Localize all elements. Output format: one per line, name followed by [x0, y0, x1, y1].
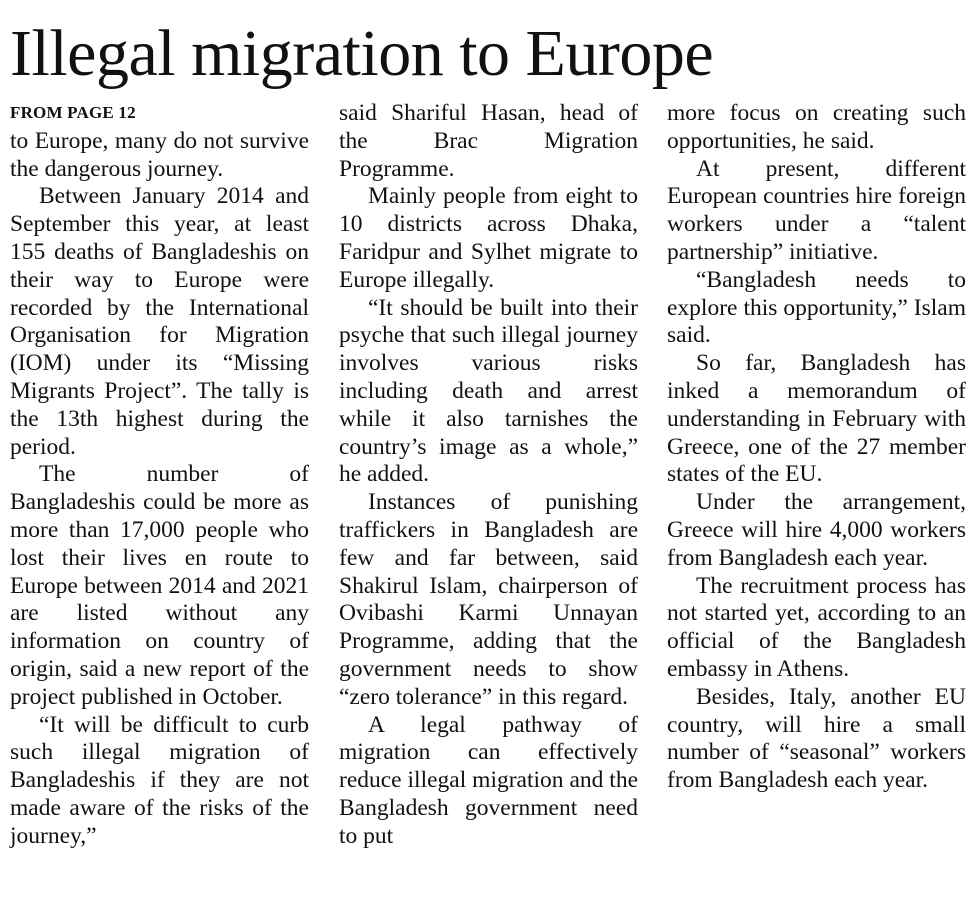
paragraph: said Shariful Hasan, head of the Brac Migration Programme.	[339, 100, 638, 182]
paragraph: At present, different European countries hire foreign workers under a “talent partnership” initiative.	[667, 155, 966, 265]
paragraph: Between January 2014 and September this year, at least 155 deaths of Bangladeshis on their way to Europe were recorded by the International Organisation for Migration (IOM) under its “Missing Migrants Project”. The tally is the 13th highest during the period.	[10, 183, 309, 460]
paragraph: “It should be built into their psyche that such illegal journey involves various risks including death and arrest while it also tarnishes the country’s image as a whole,” he added.	[339, 294, 638, 488]
paragraph: A legal pathway of migration can effectively reduce illegal migration and the Bangladesh government need to put	[339, 711, 638, 849]
paragraph: The recruitment process has not started yet, according to an official of the Bangladesh embassy in Athens.	[667, 572, 966, 682]
article-column-1	[10, 100, 309, 851]
paragraph: Under the arrangement, Greece will hire 4,000 workers from Bangladesh each year.	[667, 489, 966, 571]
article-column-2	[339, 100, 638, 851]
paragraph: The number of Bangladeshis could be more as more than 17,000 people who lost their lives en route to Europe between 2014 and 2021 are listed without any information on country of origin, said a new report of the project published in October.	[10, 461, 309, 710]
paragraph: So far, Bangladesh has inked a memorandum of understanding in February with Greece, one of the 27 member states of the EU.	[667, 350, 966, 488]
paragraph: “It will be difficult to curb such illegal migration of Bangladeshis if they are not made aware of the risks of the journey,”	[10, 711, 309, 849]
article-column-3	[667, 100, 966, 795]
article-headline: Illegal migration to Europe	[10, 17, 714, 90]
paragraph: Besides, Italy, another EU country, will hire a small number of “seasonal” workers from Bangladesh each year.	[667, 683, 966, 794]
paragraph: Mainly people from eight to 10 districts across Dhaka, Faridpur and Sylhet migrate to Europe illegally.	[339, 183, 638, 293]
paragraph: “Bangladesh needs to explore this opportunity,” Islam said.	[667, 266, 966, 349]
jump-label: FROM PAGE 12	[10, 103, 136, 122]
paragraph: more focus on creating such opportunities, he said.	[667, 100, 966, 154]
paragraph: to Europe, many do not survive the dangerous journey.	[10, 127, 309, 182]
paragraph: Instances of punishing traffickers in Bangladesh are few and far between, said Shakirul Islam, chairperson of Ovibashi Karmi Unnayan Programme, adding that the government needs to show “zero tolerance” in this regard.	[339, 489, 638, 710]
